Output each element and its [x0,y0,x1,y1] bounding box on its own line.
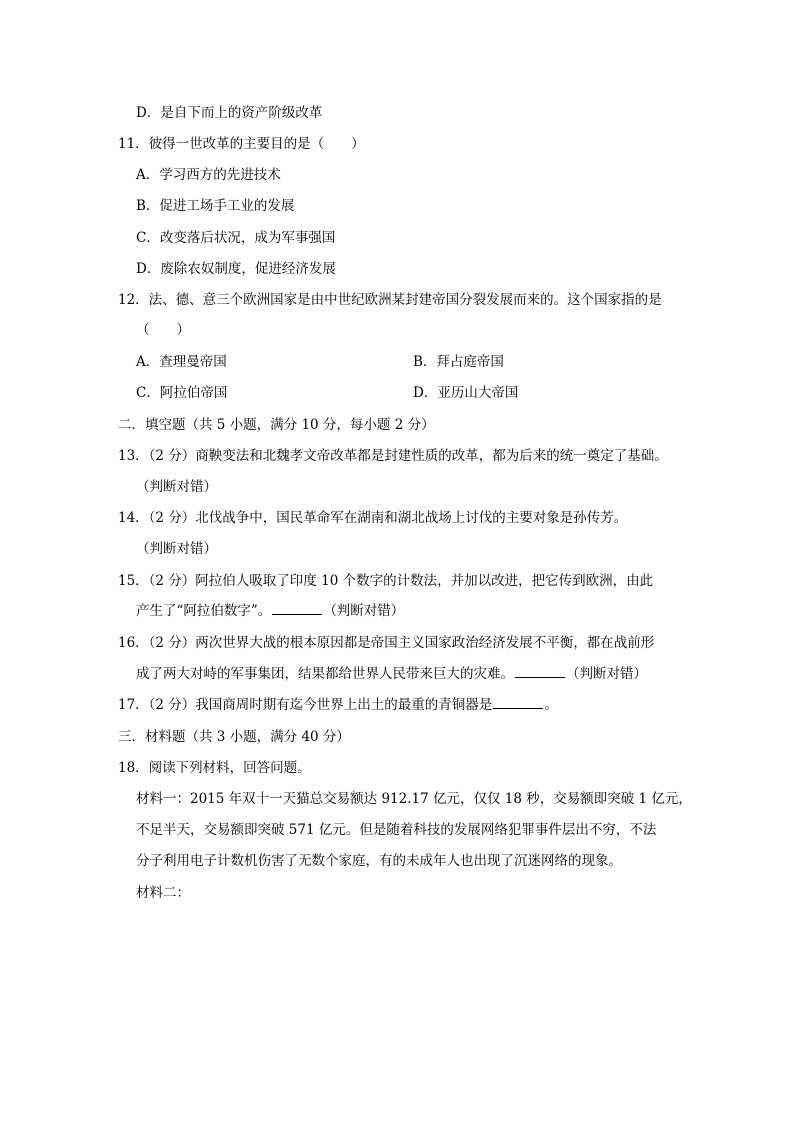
q11-option-b: B．促进工场手工业的发展 [136,198,295,214]
q15-line2-text: 产生了“阿拉伯数字”。 [136,603,272,619]
q11-option-a: A．学习西方的先进技术 [136,167,281,183]
q11-stem: 11．彼得一世改革的主要目的是（ ） [118,136,365,152]
q16-line2-text: 成了两大对峙的军事集团，结果都给世界人民带来巨大的灾难。 [136,666,514,682]
q16-line2 [136,664,647,684]
q18-material1-line3: 分子利用电子计数机伤害了无数个家庭，有的未成年人也出现了沉迷网络的现象。 [136,853,622,869]
q18-stem: 18．阅读下列材料，回答问题。 [118,760,311,776]
q11-option-d: D．废除农奴制度，促进经济发展 [136,261,336,277]
q16-line2-suffix: （判断对错） [566,666,647,682]
q16-answer-blank[interactable] [515,664,565,678]
q17-line1 [118,695,558,715]
section-3-title: 三．材料题（共 3 小题，满分 40 分） [118,729,350,745]
section-2-title: 二．填空题（共 5 小题，满分 10 分，每小题 2 分） [118,417,435,433]
q15-answer-blank[interactable] [272,601,322,615]
q15-line1: 15．（2 分）阿拉伯人吸取了印度 10 个数字的计数法，并加以改进，把它传到欧洲，由此 [118,573,654,589]
q15-line2-suffix: （判断对错） [323,603,405,619]
q12-option-a: A．查理曼帝国 [136,354,227,370]
q13-line2: （判断对错） [136,479,217,495]
q18-material1-line2: 不足半天，交易额即突破 571 亿元。但是随着科技的发展网络犯罪事件层出不穷，不法 [136,822,657,838]
q16-line1: 16．（2 分）两次世界大战的根本原因都是帝国主义国家政治经济发展不平衡，都在战前形 [118,635,655,651]
q17-suffix: 。 [544,697,558,713]
q14-line2: （判断对错） [136,541,217,557]
q13-line1: 13．（2 分）商鞅变法和北魏孝文帝改革都是封建性质的改革，都为后来的统一奠定了基础。 [118,448,668,464]
q12-option-d: D．亚历山大帝国 [413,385,519,401]
q18-material1-line1: 材料一：2015 年双十一天猫总交易额达 912.17 亿元，仅仅 18 秒，交易额即突破 1 亿元， [136,791,692,807]
q10-option-d: D．是自下而上的资产阶级改革 [136,105,323,121]
q18-material2-label: 材料二： [136,885,190,901]
q12-option-c: C．阿拉伯帝国 [136,385,228,401]
q12-stem: 12．法、德、意三个欧洲国家是由中世纪欧洲某封建帝国分裂发展而来的。这个国家指的是 [118,292,662,308]
q17-text: 17．（2 分）我国商周时期有迄今世界上出土的最重的青铜器是 [118,697,493,713]
q17-answer-blank[interactable] [493,695,543,709]
q15-line2 [136,601,404,621]
q11-option-c: C．改变落后状况，成为军事强国 [136,230,336,246]
q12-option-b: B．拜占庭帝国 [413,354,504,370]
q12-stem-cont: （ ） [136,322,190,338]
q14-line1: 14．（2 分）北伐战争中，国民革命军在湖南和湖北战场上讨伐的主要对象是孙传芳。 [118,510,628,526]
